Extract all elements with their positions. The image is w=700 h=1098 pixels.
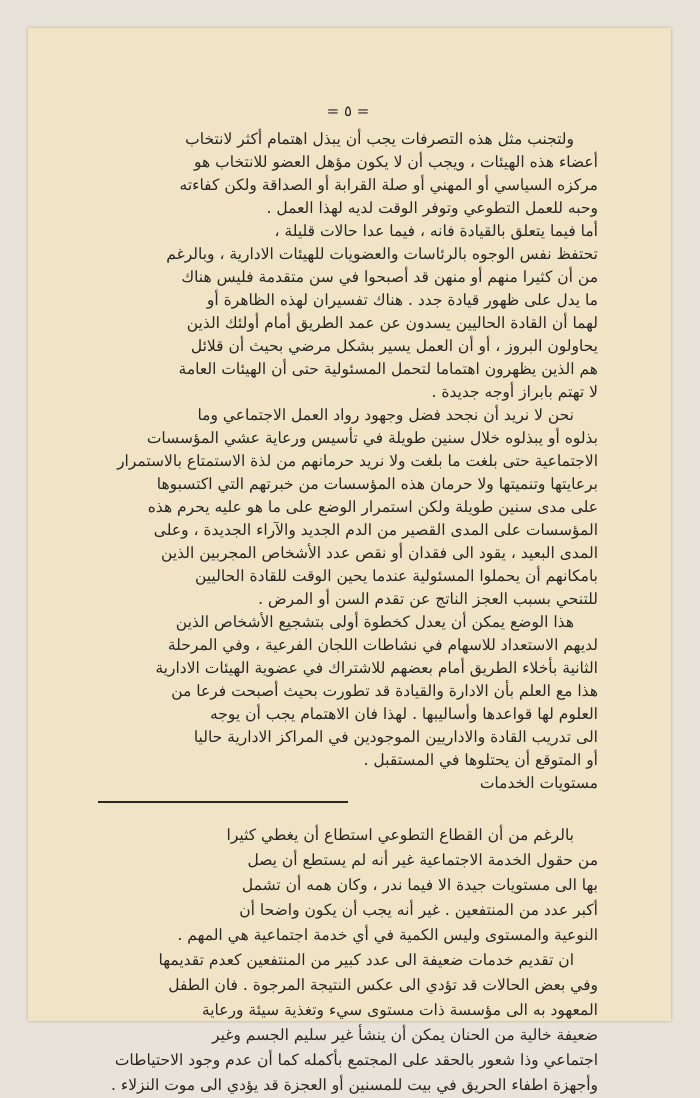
text-line: الثانية بأخلاء الطريق أمام بعضهم للاشتراك في عضوية الهيئات الادارية (155, 659, 598, 677)
text-line: هذا مع العلم بأن الادارة والقيادة قد تطورت بحيث أصبحت فرعا من (171, 682, 598, 700)
text-line: أو المتوقع أن يحتلوها في المستقبل . (363, 751, 598, 769)
text-line: ان تقديم خدمات ضعيفة الى عدد كبير من المنتفعين كعدم تقديمها (158, 951, 574, 969)
text-line: وأجهزة اطفاء الحريق في بيت للمسنين أو العجزة قد يؤدي الى موت النزلاء . (111, 1076, 598, 1094)
text-line: بذلوه أو يبذلوه خلال سنين طويلة في تأسيس ورعاية عشي المؤسسات (146, 429, 598, 447)
text-line: اجتماعي وذا شعور بالحقد على المجتمع بأكمله كما أن عدم وجود الاحتياطات (114, 1051, 598, 1069)
page-content (98, 102, 598, 1098)
text-line: أكبر عدد من المنتفعين . غير أنه يجب أن يكون واضحا أن (239, 901, 598, 919)
text-line: المؤسسات على المدى القصير من الدم الجديد والآراء الجديدة ، وعلى (153, 521, 598, 539)
page-number: = ٥ = (326, 102, 370, 120)
section-divider (98, 801, 348, 803)
text-line: بها الى مستويات جيدة الا فيما ندر ، وكان همه أن تشمل (241, 876, 598, 894)
document-page (28, 28, 671, 1094)
text-line: هذا الوضع يمكن أن يعدل كخطوة أولى بتشجيع الأشخاص الذين (175, 613, 574, 631)
text-line: المعهود به الى مؤسسة ذات مستوى سيء وتغذية سيئة ورعاية (201, 1001, 598, 1019)
text-line: من حقول الخدمة الاجتماعية غير أنه لم يستطع أن يصل (247, 851, 598, 869)
text-line: برعايتها وتنميتها ولا حرمان هذه المؤسسات من خبرتهم التي اكتسبوها (156, 475, 598, 493)
text-line: الى تدريب القادة والاداريين الموجودين في المراكز الادارية حاليا (193, 728, 598, 746)
text-line: على مدى سنين طويلة ولكن استمرار الوضع على ما هو عليه يحرم هذه (147, 498, 598, 516)
text-line: الاجتماعية حتى بلغت ما بلغت ولا نريد حرمانهم من لذة الاستمتاع بالاستمرار (117, 452, 598, 470)
text-line: مركزه السياسي أو المهني أو صلة القرابة أو الصداقة ولكن كفاءته (179, 176, 598, 194)
text-line: وفي بعض الحالات قد تؤدي الى عكس النتيجة المرجوة . فان الطفل (168, 976, 598, 994)
text-line: العلوم لها قواعدها وأساليبها . لهذا فان الاهتمام يجب أن يوجه (209, 705, 598, 723)
text-line: لديهم الاستعداد للاسهام في نشاطات اللجان الفرعية ، وفي المرحلة (167, 636, 598, 654)
text-line: تحتفظ نفس الوجوه بالرئاسات والعضويات للهيئات الادارية ، وبالرغم (166, 245, 598, 263)
text-line: لهما أن القادة الحاليين يسدون عن عمد الطريق أمام أولئك الذين (186, 314, 598, 332)
text-line: ما يدل على ظهور قيادة جدد . هناك تفسيران لهذه الظاهرة أو (206, 291, 598, 309)
text-line: بامكانهم أن يحملوا المسئولية عندما يحين الوقت للقادة الحاليين (194, 567, 598, 585)
section-1 (98, 128, 598, 795)
text-line: ضعيفة خالية من الحنان يمكن أن ينشأ غير سليم الجسم وغير (212, 1026, 598, 1044)
text-line: من أن كثيرا منهم أو منهن قد أصبحوا في سن متقدمة فليس هناك (181, 268, 598, 286)
text-line: المدى البعيد ، يقود الى فقدان أو نقص عدد الأشخاص المجربين الذين (161, 544, 598, 562)
text-line: هم الذين يظهرون اهتماما لتحمل المسئولية حتى أن الهيئات العامة (178, 360, 598, 378)
section-2 (98, 823, 598, 1098)
text-line: لا تهتم بابراز أوجه جديدة . (431, 383, 598, 401)
section-heading: مستويات الخدمات (479, 774, 598, 792)
text-line: نحن لا نريد أن نجحد فضل وجهود رواد العمل الاجتماعي وما (197, 406, 574, 424)
text-line: وحبه للعمل التطوعي وتوفر الوقت لديه لهذا العمل . (266, 199, 598, 217)
text-line: للتنحي بسبب العجز الناتج عن تقدم السن أو المرض . (258, 590, 598, 608)
text-line: النوعية والمستوى وليس الكمية في أي خدمة اجتماعية هي المهم . (177, 926, 598, 944)
text-line: يحاولون البروز ، أو أن العمل يسير بشكل مرضي بحيث أن قلائل (190, 337, 598, 355)
text-line: أعضاء هذه الهيئات ، ويجب أن لا يكون مؤهل العضو للانتخاب هو (194, 153, 598, 171)
text-line: بالرغم من أن القطاع التطوعي استطاع أن يغطي كثيرا (226, 826, 574, 844)
text-line: أما فيما يتعلق بالقيادة فانه ، فيما عدا حالات قليلة ، (274, 222, 598, 240)
text-line: ولتجنب مثل هذه التصرفات يجب أن يبذل اهتمام أكثر لانتخاب (185, 130, 574, 148)
